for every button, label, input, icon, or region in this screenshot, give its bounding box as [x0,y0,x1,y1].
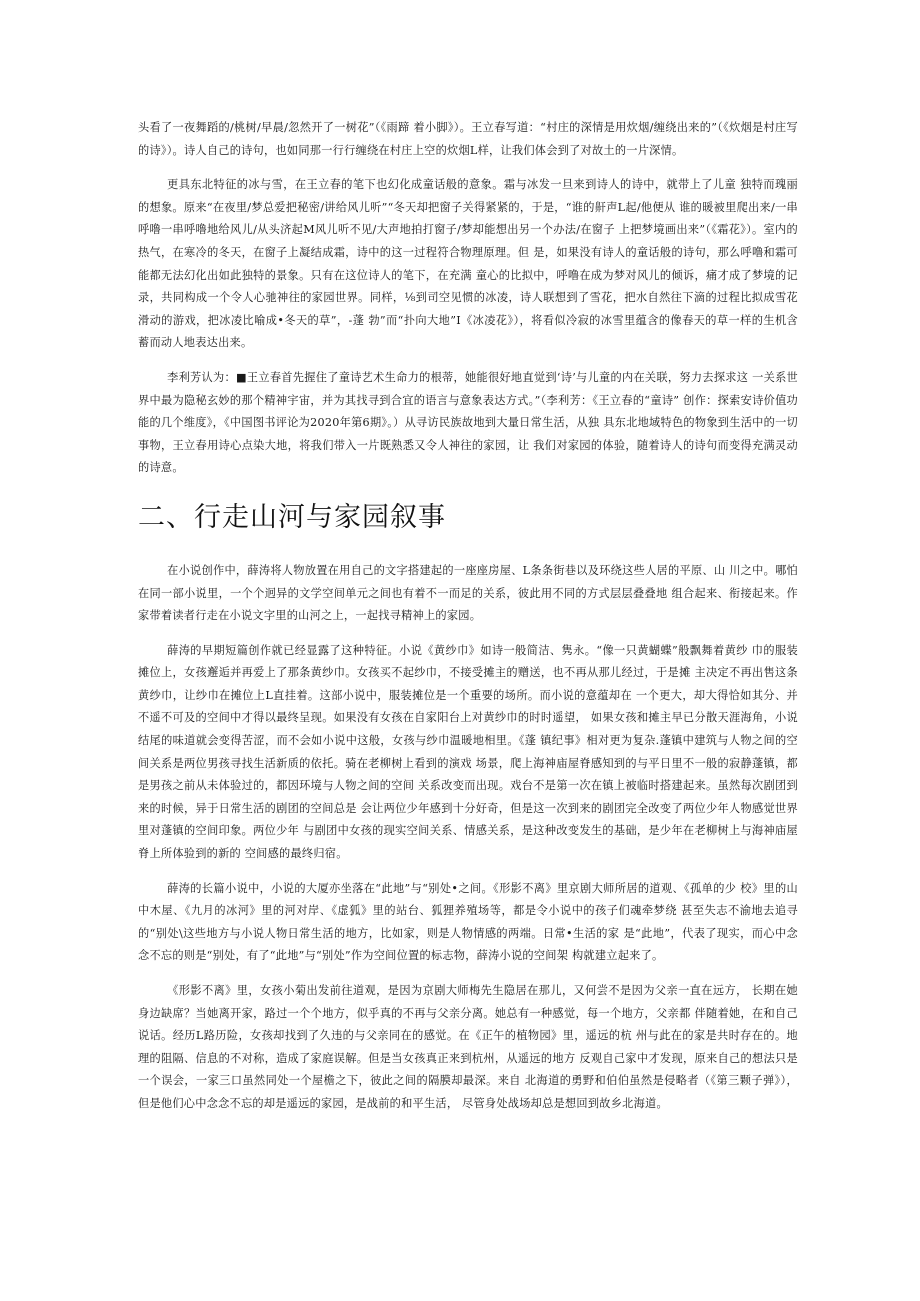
paragraph: 在小说创作中，薛涛将人物放置在用自己的文字搭建起的一座座房屋、L条条街巷以及环绕这些人居的平原、山 川之中。哪怕在同一部小说里，一个个迥异的文学空间单元之间也有着不一而足的关系，彼此用不同的方式层层叠叠地 组合起来、衔接起来。作家带着读者行走在小说文字里的山河之上，一起找寻精神上的家园。 [138,563,798,623]
paragraph: 《形影不离》里，女孩小菊出发前往道观，是因为京剧大师梅先生隐居在那儿，又何尝不是因为父亲一直在远方， 长期在她身边缺席？当她离开家，路过一个个地方，似乎真的不再与父亲分离。她总有一种感觉，每一个地方，父亲都 伴随着她，在和自己说话。经历L路历险，女孩却找到了久违的与父亲同在的感觉。在《正午的植物园》里，遥远的杭 州与此在的家是共时存在的。地理的阻隔、信息的不对称，造成了家庭误解。但是当女孩真正来到杭州，从遥远的地方 反观自己家中才发现，原来自己的想法只是一个误会，一家三口虽然同处一个屋檐之下，彼此之间的隔膜却最深。来自 北海道的勇野和伯伯虽然是侵略者（《第三颗子弹》），但是他们心中念念不忘的却是遥远的家园，是战前的和平生活， 尽管身处战场却总是想回到故乡北海道。 [138,984,798,1110]
document-page [138,117,798,1128]
section-heading: 二、行走山河与家园叙事 [138,501,446,533]
paragraph: 薛涛的早期短篇创作就已经显露了这种特征。小说《黄纱巾》如诗一般简洁、隽永。“像一只黄蝴蝶”般飘舞着黄纱 巾的服装摊位上，女孩邂逅并再爱上了那条黄纱巾。女孩买不起纱巾，不接受摊主的赠送，也不再从那儿经过，于是摊 主决定不再出售这条黄纱巾，让纱巾在摊位上L直挂着。这部小说中，服装摊位是一个重要的场所。而小说的意蕴却在 一个更大，却大得恰如其分、并不遥不可及的空间中才得以最终呈现。如果没有女孩在自家阳台上对黄纱巾的时时遥望， 如果女孩和摊主早已分散天涯海角，小说结尾的味道就会变得苦涩，而不会如小说中这般，女孩与纱巾温暖地相里。《蓬 镇纪事》相对更为复杂.蓬镇中建筑与人物之间的空间关系是两位男孩寻找生活新质的依托。骑在老柳树上看到的演戏 场景，爬上海神庙屋脊感知到的与平日里不一般的寂静蓬镇，都是男孩之前从未体验过的，都因环境与人物之间的空间 关系改变而出现。戏台不是第一次在镇上被临时搭建起来。虽然每次剧团到来的时候，异于日常生活的剧团的空间总是 会让两位少年感到十分好奇，但是这一次到来的剧团完全改变了两位少年人物感觉世界里对蓬镇的空间印象。两位少年 与剧团中女孩的现实空间关系、情感关系，是这种改变发生的基础，是少年在老柳树上与海神庙屋脊上所体验到的新的 空间感的最终归宿。 [138,643,798,861]
paragraph: 更具东北特征的冰与雪，在王立春的笔下也幻化成童话般的意象。霜与冰发一旦来到诗人的诗中，就带上了儿童 独特而瑰丽的想象。原来“在夜里/梦总爱把秘密/讲给风儿听”“冬天却把窗子关得紧紧的，于是，“谁的鼾声L起/他便从 谁的暖被里爬出来/一串呼噜一串呼噜地给风儿/从头济起M风儿听不见/大声地拍打窗子/梦却能想出另一个办法/在窗子 上把梦境画出来”（《霜花》）。室内的热气，在寒冷的冬天，在窗子上凝结成霜，诗中的这一过程符合物理原理。但 是，如果没有诗人的童话般的诗句，那么呼噜和霜可能都无法幻化出如此独特的景象。只有在这位诗人的笔下，在充满 童心的比拟中，呼噜在成为梦对风儿的倾诉，痛才成了梦境的记录，共同构成一个令人心驰神往的家园世界。同样，⅛到司空见惯的冰凌，诗人联想到了雪花，把水自然往下滴的过程比拟成雪花滑动的游戏，把冰凌比喻成•冬天的草”，-蓬 勃”而“扑向大地”I《冰凌花》），将看似冷寂的冰雪里蕴含的像春天的草一样的生机含蓄而动人地表达出来。 [138,178,798,350]
paragraph: 薛涛的长篇小说中，小说的大厦亦坐落在“此地”与“别处•之间。《形影不离》里京剧大师所居的道观、《孤单的少 校》里的山中木屋、《九月的冰河》里的河对岸、《虚狐》里的站台、狐狸养殖场等，都是令小说中的孩子们魂牵梦绕 甚至失志不渝地去追寻的“别处\这些地方与小说人物日常生活的地方，比如家，则是人物情感的两端。日常•生活的家 是“此地”，代表了现实，而心中念念不忘的则是“别处，有了“此地”与“别处”作为空间位置的标志物，薛涛小说的空间架 构就建立起来了。 [138,881,798,963]
paragraph: 头看了一夜舞蹈的/桃树/早晨/忽然开了一树花”（《雨蹄 着小脚》）。王立春写道：“村庄的深情是用炊烟/缠绕出来的”（《炊烟是村庄写的诗》）。诗人自己的诗句，也如同那一行行缠绕在村庄上空的炊烟L样，让我们体会到了对故土的一片深情。 [138,121,798,157]
paragraph: 李利芳认为：■王立春首先握住了童诗艺术生命力的根蒂，她能很好地直觉到‘诗’与儿童的内在关联，努力去探求这 一关系世界中最为隐秘玄妙的那个精神宇宙，并为其找寻到合宜的语言与意象表达方式。”（李利芳：《王立春的“童诗” 创作：探索安诗价值功能的几个维度》，《中国图书评论为2020年第6期》。）从寻访民族故地到大量日常生活，从独 具东北地域特色的物象到生活中的一切事物，王立春用诗心点染大地，将我们带入一片既熟悉又令人神往的家园，让 我们对家园的体验，随着诗人的诗句而变得充满灵动的诗意。 [138,370,798,475]
